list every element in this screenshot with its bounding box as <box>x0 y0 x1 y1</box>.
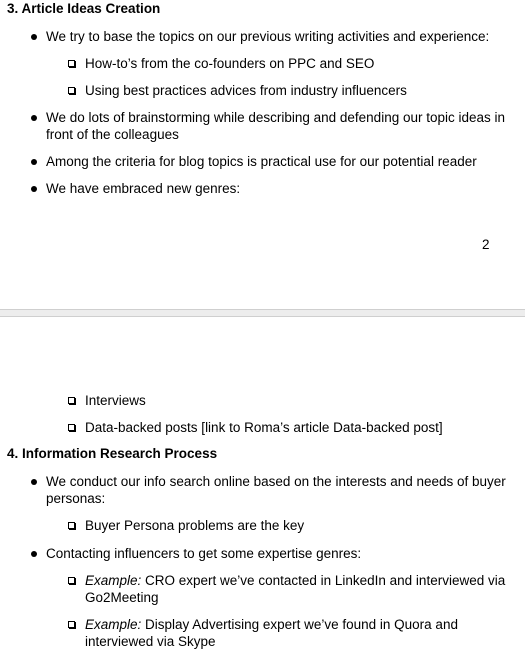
example-text-continuation: interviewed via Skype <box>85 634 216 649</box>
document-page-1 <box>0 0 525 309</box>
example-text: CRO expert we’ve contacted in LinkedIn and interviewed via <box>141 573 506 588</box>
bullet-dot <box>31 551 37 557</box>
example-item <box>85 616 458 634</box>
section-heading-information-research: 4. Information Research Process <box>7 446 218 461</box>
bullet-text-continuation: personas: <box>46 491 106 506</box>
bullet-dot <box>31 479 37 485</box>
checkbox-square-icon <box>68 424 75 431</box>
checkbox-square-icon <box>68 397 75 404</box>
bullet-text: We try to base the topics on our previous writing activities and experience: <box>46 29 490 44</box>
example-label: Example: <box>85 573 142 588</box>
checkbox-square-icon <box>68 621 75 628</box>
bullet-text-continuation: front of the colleagues <box>46 127 179 142</box>
example-label: Example: <box>85 617 142 632</box>
sub-item-text: Buyer Persona problems are the key <box>85 518 305 533</box>
example-text-continuation: Go2Meeting <box>85 590 159 605</box>
document-page-2 <box>0 317 525 659</box>
checkbox-square-icon <box>68 60 75 67</box>
bullet-dot <box>31 159 37 165</box>
checkbox-square-icon <box>68 87 75 94</box>
bullet-text: Among the criteria for blog topics is practical use for our potential reader <box>46 154 477 169</box>
sub-item-text: Interviews <box>85 393 146 408</box>
checkbox-square-icon <box>68 522 75 529</box>
page-number: 2 <box>482 237 490 252</box>
bullet-dot <box>31 115 37 121</box>
section-heading-article-ideas: 3. Article Ideas Creation <box>7 1 161 16</box>
bullet-dot <box>31 186 37 192</box>
example-item <box>85 572 505 590</box>
sub-item-text: Data-backed posts [link to Roma’s article Data-backed post] <box>85 420 443 435</box>
bullet-text: We have embraced new genres: <box>46 181 241 196</box>
bullet-text: Contacting influencers to get some expertise genres: <box>46 546 362 561</box>
page-break-separator <box>0 309 525 317</box>
example-text: Display Advertising expert we’ve found in Quora and <box>141 617 458 632</box>
sub-item-text: Using best practices advices from industry influencers <box>85 83 407 98</box>
bullet-text: We conduct our info search online based on the interests and needs of buyer <box>46 474 506 489</box>
checkbox-square-icon <box>68 577 75 584</box>
bullet-dot <box>31 34 37 40</box>
sub-item-text: How-to’s from the co-founders on PPC and SEO <box>85 56 375 71</box>
bullet-text: We do lots of brainstorming while describing and defending our topic ideas in <box>46 110 506 125</box>
